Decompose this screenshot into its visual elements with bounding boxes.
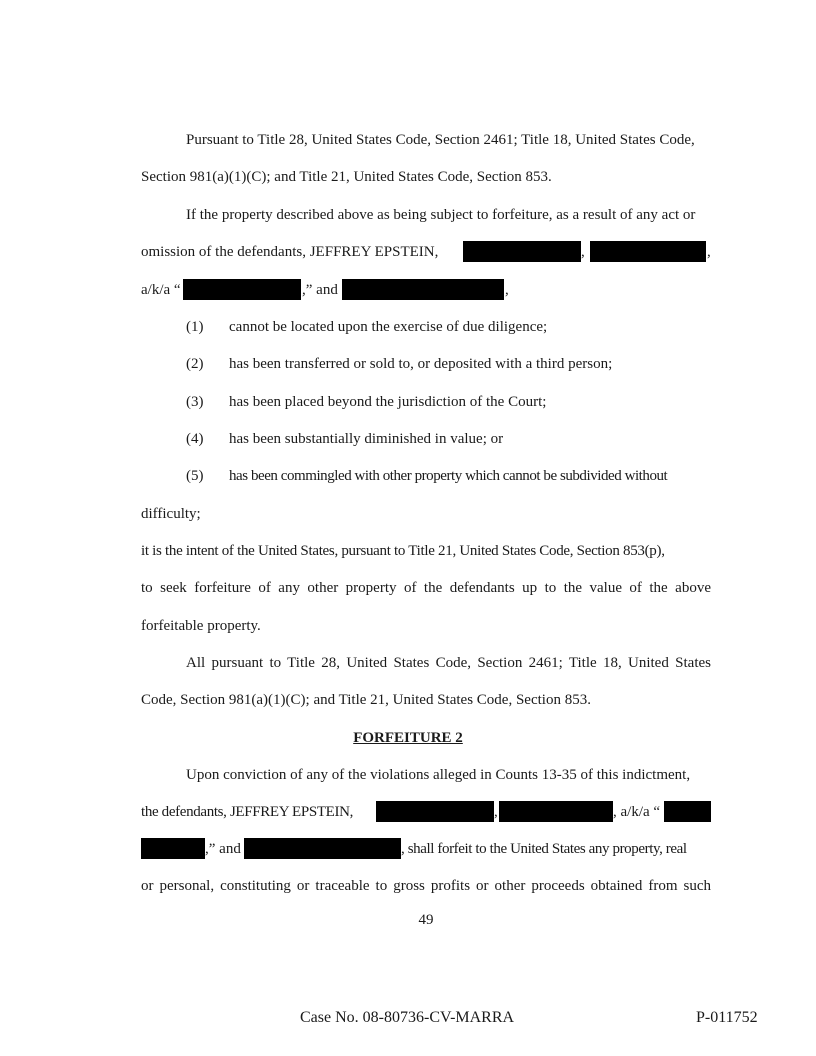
bates-number: P-011752 [696, 1009, 758, 1026]
aka-text: a/k/a “ [141, 282, 181, 298]
list-item-text: has been commingled with other property which cannot be subdivided without [229, 468, 668, 484]
redaction-box [342, 279, 504, 300]
paragraph-4-line-2: Code, Section 981(a)(1)(C); and Title 21, United States Code, Section 853. [141, 692, 591, 708]
list-item-text: has been transferred or sold to, or deposited with a third person; [229, 356, 613, 372]
redaction-box [376, 801, 494, 822]
paragraph-4-line-1: All pursuant to Title 28, United States Code, Section 2461; Title 18, United States [186, 655, 711, 671]
paragraph-2-line-1: If the property described above as being subject to forfeiture, as a result of any act or [186, 207, 696, 223]
list-number: (3) [186, 394, 204, 410]
list-item-text: has been substantially diminished in value; or [229, 431, 504, 447]
paragraph-3-line-2: to seek forfeiture of any other property of the defendants up to the value of the above [141, 580, 711, 596]
page-number: 49 [418, 912, 434, 928]
paragraph-2-line-2 [141, 242, 438, 262]
paragraph-5-line-4: or personal, constituting or traceable to gross profits or other proceeds obtained from such [141, 878, 711, 894]
aka-text: , a/k/a “ [613, 804, 661, 820]
comma-separator: , [707, 244, 711, 260]
redaction-box [463, 241, 581, 262]
list-number: (1) [186, 319, 204, 335]
list-number: (5) [186, 468, 204, 484]
paragraph-5-line-2: the defendants, JEFFREY EPSTEIN, [141, 804, 353, 820]
paragraph-5-line-1: Upon conviction of any of the violations alleged in Counts 13-35 of this indictment, [186, 767, 691, 783]
paragraph-1-line-1: Pursuant to Title 28, United States Code, Section 2461; Title 18, United States Code, [186, 132, 695, 148]
redaction-box [590, 241, 706, 262]
defendants-intro-text: omission of the defendants, JEFFREY EPSTEIN, [141, 244, 439, 260]
and-text: ,” and [302, 282, 338, 298]
and-text: ,” and [205, 841, 241, 857]
list-item-text: has been placed beyond the jurisdiction of the Court; [229, 394, 547, 410]
redaction-box [664, 801, 711, 822]
redaction-box [244, 838, 401, 859]
paragraph-1-line-2: Section 981(a)(1)(C); and Title 21, United States Code, Section 853. [141, 169, 552, 185]
paragraph-3-line-3: forfeitable property. [141, 618, 261, 634]
redaction-box [499, 801, 613, 822]
paragraph-3-line-1: it is the intent of the United States, pursuant to Title 21, United States Code, Section 853(p), [141, 543, 665, 559]
list-item-text: cannot be located upon the exercise of due diligence; [229, 319, 548, 335]
case-number: Case No. 08-80736-CV-MARRA [300, 1009, 515, 1026]
comma-separator: , [581, 244, 585, 260]
list-number: (2) [186, 356, 204, 372]
section-heading: FORFEITURE 2 [353, 730, 463, 746]
redaction-box [183, 279, 301, 300]
comma-separator: , [494, 804, 498, 820]
redaction-box [141, 838, 205, 859]
paragraph-5-line-3: , shall forfeit to the United States any property, real [401, 841, 687, 857]
list-continuation: difficulty; [141, 506, 201, 522]
comma-separator: , [505, 282, 509, 298]
list-number: (4) [186, 431, 204, 447]
